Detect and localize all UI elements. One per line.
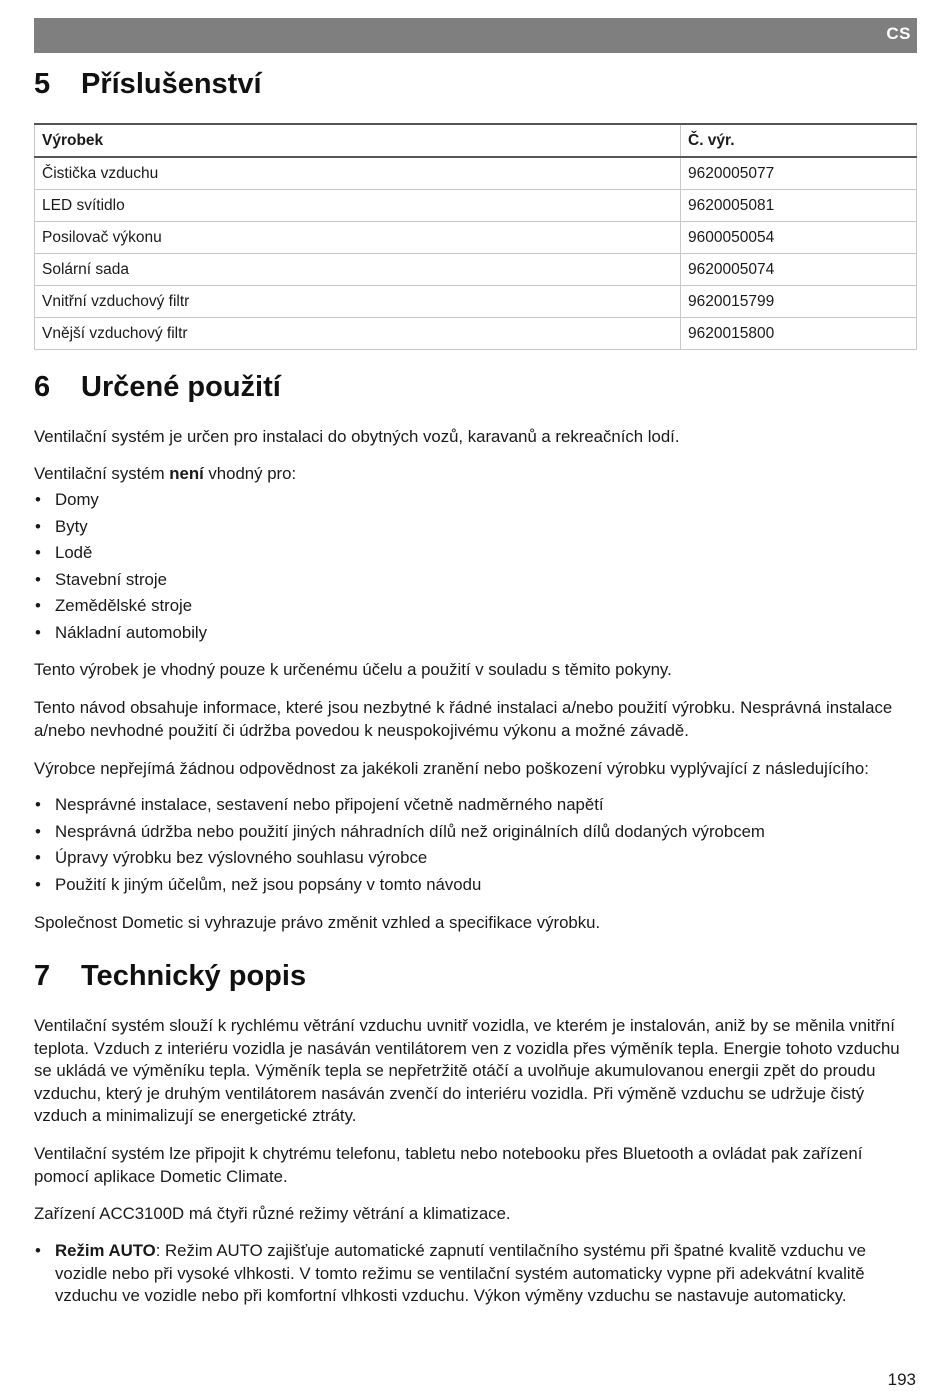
table-row bbox=[35, 222, 917, 254]
list-item: • Zemědělské stroje bbox=[34, 593, 917, 620]
language-header-bar bbox=[34, 18, 917, 53]
liability-list bbox=[34, 792, 917, 898]
table-row bbox=[35, 286, 917, 318]
language-code: CS bbox=[886, 24, 911, 43]
product-cell: Vnější vzduchový filtr bbox=[35, 318, 681, 350]
list-item bbox=[34, 1240, 917, 1308]
list-item: • Použití k jiným účelům, než jsou popsány v tomto návodu bbox=[34, 872, 917, 899]
list-item: • Domy bbox=[34, 487, 917, 514]
list-item: • Úpravy výrobku bez výslovného souhlasu výrobce bbox=[34, 845, 917, 872]
not-suitable-list bbox=[34, 487, 917, 646]
list-item: • Byty bbox=[34, 514, 917, 541]
rights-paragraph: Společnost Dometic si vyhrazuje právo změnit vzhled a specifikace výrobku. bbox=[34, 913, 601, 932]
list-item: • Lodě bbox=[34, 540, 917, 567]
emphasis-text: není bbox=[169, 464, 204, 483]
mode-name: Režim AUTO bbox=[55, 1241, 156, 1260]
section-number: 6 bbox=[34, 371, 51, 403]
intro-text: Ventilační systém bbox=[34, 464, 170, 483]
table-row bbox=[35, 318, 917, 350]
modes-intro-paragraph: Zařízení ACC3100D má čtyři různé režimy větrání a klimatizace. bbox=[34, 1204, 511, 1223]
item-number-cell: 9620005074 bbox=[681, 254, 917, 286]
bluetooth-paragraph: Ventilační systém lze připojit k chytrému telefonu, tabletu nebo notebooku přes Bluetooth a ovládat pak zařízení pomocí aplikace Dometic Climate. bbox=[34, 1144, 863, 1186]
item-number-cell: 9620005081 bbox=[681, 190, 917, 222]
list-item: • Nesprávné instalace, sestavení nebo připojení včetně nadměrného napětí bbox=[34, 792, 917, 819]
section-number: 7 bbox=[34, 960, 51, 992]
column-header-product: Výrobek bbox=[35, 124, 681, 157]
technical-description-paragraph: Ventilační systém slouží k rychlému větrání vzduchu uvnitř vozidla, ve kterém je instalován, aniž by se měnila vnitřní teplota. Vzduch z interiéru vozidla je nasáván ventilátorem ven z vozidla přes výměník tepla. Energie tohoto vzduchu se ukládá ve výměníku tepla. Výměník tepla se nepřetržitě otáčí a uvolňuje akumulovanou energii zpět do proudu vzduchu, který je druhým ventilátorem nasáván zvenčí do interiéru vozidla. Při výměně vzduchu se udržuje čistý vzduch a minimalizují se energetické ztráty. bbox=[34, 1016, 900, 1125]
section-6-heading bbox=[34, 371, 281, 404]
list-item: • Stavební stroje bbox=[34, 567, 917, 594]
mode-description: : Režim AUTO zajišťuje automatické zapnutí ventilačního systému při špatné kvalitě vzduchu ve vozidle nebo při vysoké vlhkosti. V tomto režimu se ventilační systém automaticky vypne při adekvátní kvalitě vzduchu ve vozidle nebo při komfortní vlhkosti vzduchu. Výkon výměny vzduchu se nastavuje automaticky. bbox=[55, 1241, 866, 1305]
section-7-heading bbox=[34, 960, 306, 993]
section-title: Technický popis bbox=[81, 960, 307, 992]
liability-paragraph: Výrobce nepřejímá žádnou odpovědnost za jakékoli zranění nebo poškození výrobku vyplývající z následujícího: bbox=[34, 759, 869, 778]
section-title: Určené použití bbox=[81, 371, 281, 403]
table-header-row bbox=[35, 124, 917, 157]
product-cell: LED svítidlo bbox=[35, 190, 681, 222]
product-cell: Čistička vzduchu bbox=[35, 157, 681, 190]
section-5-heading bbox=[34, 68, 262, 101]
product-cell: Solární sada bbox=[35, 254, 681, 286]
table-row bbox=[35, 254, 917, 286]
manual-info-paragraph: Tento návod obsahuje informace, které jsou nezbytné k řádné instalaci a/nebo použití výrobku. Nesprávná instalace a/nebo nevhodné použití či údržba povedou k neuspokojivému výkonu a možné závadě. bbox=[34, 698, 893, 740]
intended-use-paragraph: Ventilační systém je určen pro instalaci do obytných vozů, karavanů a rekreačních lodí. bbox=[34, 427, 680, 446]
accessories-table bbox=[34, 123, 917, 350]
modes-list bbox=[34, 1240, 917, 1308]
item-number-cell: 9600050054 bbox=[681, 222, 917, 254]
intro-text-end: vhodný pro: bbox=[203, 464, 297, 483]
section-title: Příslušenství bbox=[81, 68, 262, 100]
column-header-item-no: Č. výr. bbox=[681, 124, 917, 157]
not-suitable-intro bbox=[34, 463, 917, 486]
list-item: • Nákladní automobily bbox=[34, 620, 917, 647]
page-number: 193 bbox=[887, 1370, 916, 1389]
section-number: 5 bbox=[34, 68, 51, 100]
purpose-paragraph: Tento výrobek je vhodný pouze k určenému účelu a použití v souladu s těmito pokyny. bbox=[34, 660, 672, 679]
list-item: • Nesprávná údržba nebo použití jiných náhradních dílů než originálních dílů dodaných výrobcem bbox=[34, 819, 917, 846]
table-row bbox=[35, 190, 917, 222]
table-row bbox=[35, 157, 917, 190]
item-number-cell: 9620015799 bbox=[681, 286, 917, 318]
item-number-cell: 9620005077 bbox=[681, 157, 917, 190]
product-cell: Posilovač výkonu bbox=[35, 222, 681, 254]
item-number-cell: 9620015800 bbox=[681, 318, 917, 350]
product-cell: Vnitřní vzduchový filtr bbox=[35, 286, 681, 318]
